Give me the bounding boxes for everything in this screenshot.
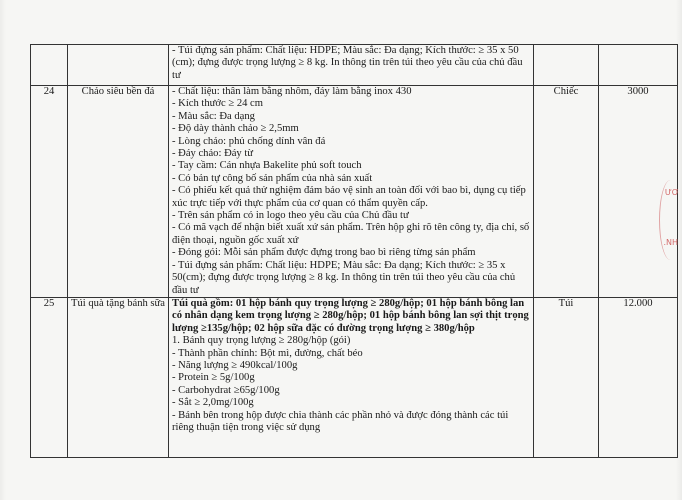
unit-cell <box>534 45 599 86</box>
row-number: 24 <box>31 86 68 298</box>
spec-line: - Độ dày thành chảo ≥ 2,5mm <box>172 123 299 135</box>
unit-cell: Túi <box>534 298 599 458</box>
stamp-text-top: ƯƠ <box>664 188 679 197</box>
spec-line: - Có mã vạch để nhận biết xuất xứ sản phẩm. Trên hộp ghi rõ tên công ty, địa chỉ, số điện thoại, nguồn gốc xuất xứ <box>172 222 530 246</box>
product-name: Túi quà tặng bánh sữa <box>68 298 169 458</box>
spec-line: - Có bản tự công bố sản phẩm của nhà sản xuất <box>172 172 373 184</box>
quantity-cell: 3000 <box>599 86 678 298</box>
product-name: Chảo siêu bền đá <box>68 86 169 298</box>
row-number: 25 <box>31 298 68 458</box>
spec-line: 1. Bánh quy trọng lượng ≥ 280g/hộp (gói) <box>172 335 351 347</box>
product-name <box>68 45 169 86</box>
unit-cell: Chiếc <box>534 86 599 298</box>
table-row <box>31 45 678 86</box>
spec-line: - Đóng gói: Mỗi sản phẩm được đựng trong bao bì riêng từng sản phẩm <box>172 247 476 259</box>
spec-line: - Carbohydrat ≥65g/100g <box>172 384 280 396</box>
spec-line: - Protein ≥ 5g/100g <box>172 372 255 384</box>
specification-table <box>30 44 678 458</box>
product-spec <box>169 298 534 458</box>
product-spec <box>169 86 534 298</box>
spec-line: - Trên sản phẩm có in logo theo yêu cầu của Chủ đầu tư <box>172 210 409 222</box>
stamp-text-bottom: .NH <box>663 238 678 247</box>
quantity-cell <box>599 45 678 86</box>
spec-line: - Có phiếu kết quả thử nghiệm đảm bảo vệ sinh an toàn đối với bao bì, dụng cụ tiếp xúc trực tiếp với thực phẩm của cơ quan có thẩm quyền cấp. <box>172 185 526 209</box>
spec-lead: Túi quà gồm: 01 hộp bánh quy trọng lượng ≥ 280g/hộp; 01 hộp bánh bông lan có nhân dạng kem trọng lượng ≥ 280g/hộp; 01 hộp bánh bông lan sợi thịt trọng lượng ≥135g/hộp; 02 hộp sữa đặc có đường trọng lượng ≥ 380g/hộp <box>172 298 529 334</box>
table-row <box>31 86 678 298</box>
spec-line: - Đáy chảo: Đáy từ <box>172 148 254 160</box>
spec-line: - Sắt ≥ 2,0mg/100g <box>172 397 254 409</box>
table-row <box>31 298 678 458</box>
spec-line: - Bánh bên trong hộp được chia thành các phần nhỏ và được đóng thành các túi riêng thuận tiện trong việc sử dụng <box>172 409 509 434</box>
spec-line: - Lòng chảo: phủ chống dính vân đá <box>172 135 326 147</box>
spec-line: - Túi đựng sản phẩm: Chất liệu: HDPE; Màu sắc: Đa dạng; Kích thước: ≥ 35 x 50 (cm); đựng được trọng lượng ≥ 8 kg. In thông tin trên túi theo yêu cầu của chủ đầu tư <box>172 45 523 81</box>
spec-line: - Năng lượng ≥ 490kcal/100g <box>172 360 298 372</box>
spec-line: - Màu sắc: Đa dạng <box>172 110 255 122</box>
row-number <box>31 45 68 86</box>
quantity-cell: 12.000 <box>599 298 678 458</box>
spec-line: - Thành phần chính: Bột mì, đường, chất béo <box>172 347 363 359</box>
spec-line: - Tay cầm: Cán nhựa Bakelite phủ soft touch <box>172 160 362 172</box>
spec-line: - Kích thước ≥ 24 cm <box>172 98 263 110</box>
product-spec <box>169 45 534 86</box>
spec-line: - Túi đựng sản phẩm: Chất liệu: HDPE; Màu sắc: Đa dạng; Kích thước: ≥ 35 x 50(cm); đựng được trọng lượng ≥ 8 kg. In thông tin trên túi theo yêu cầu của chủ đầu tư <box>172 259 516 296</box>
spec-line: - Chất liệu: thân làm bằng nhôm, đáy làm bằng inox 430 <box>172 86 412 97</box>
